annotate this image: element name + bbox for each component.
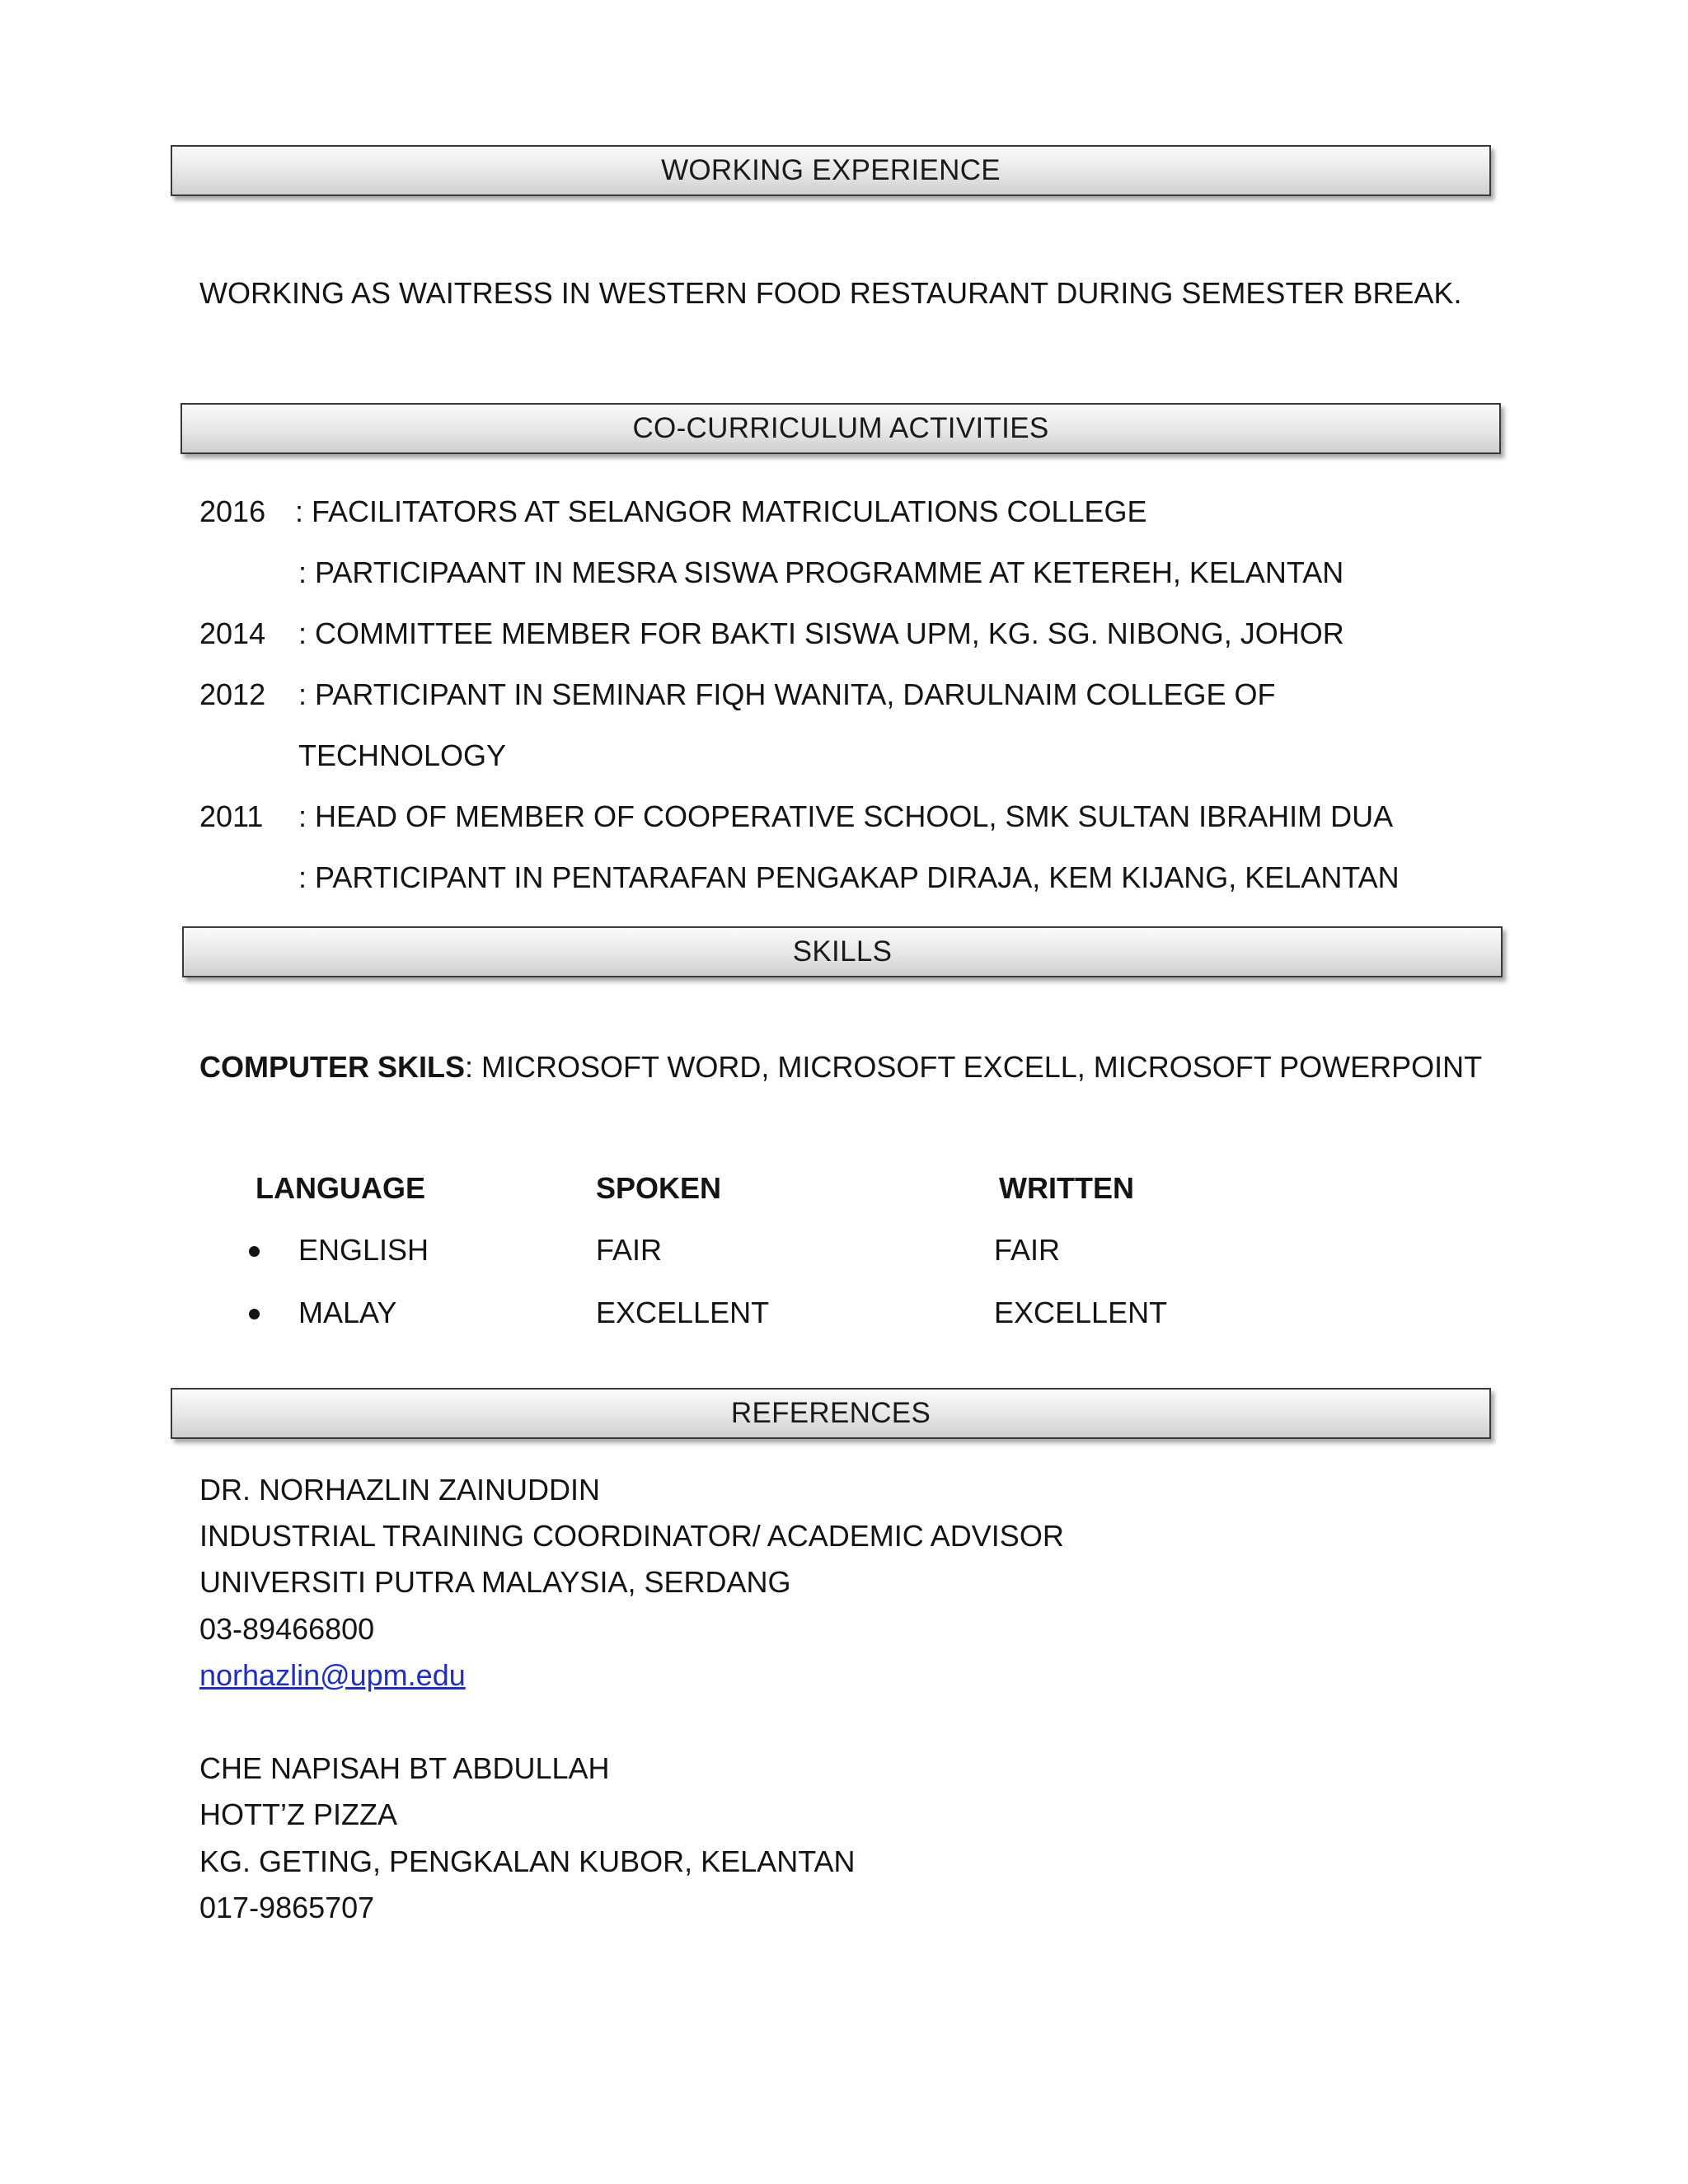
reference-organization: HOTT’Z PIZZA <box>199 1797 397 1831</box>
computer-skills-label: COMPUTER SKILS <box>199 1050 466 1084</box>
computer-skills <box>199 1049 1482 1085</box>
language-name: ENGLISH <box>298 1233 429 1267</box>
language-spoken-level: EXCELLENT <box>596 1296 770 1329</box>
reference-address: KG. GETING, PENGKALAN KUBOR, KELANTAN <box>199 1844 856 1878</box>
activity-year: 2014 <box>199 616 266 650</box>
activity-text: TECHNOLOGY <box>298 738 507 772</box>
bullet-icon <box>249 1309 260 1319</box>
reference-title: INDUSTRIAL TRAINING COORDINATOR/ ACADEMIC ADVISOR <box>199 1519 1064 1553</box>
co-curriculum-title: CO-CURRICULUM ACTIVITIES <box>632 412 1049 444</box>
language-spoken-level: FAIR <box>596 1233 663 1267</box>
activity-text: : PARTICIPAANT IN MESRA SISWA PROGRAMME AT KETEREH, KELANTAN <box>298 555 1344 589</box>
reference-name: DR. NORHAZLIN ZAINUDDIN <box>199 1473 601 1507</box>
reference-phone: 017-9865707 <box>199 1891 375 1924</box>
activity-year: 2016 <box>199 494 266 528</box>
computer-skills-value: : MICROSOFT WORD, MICROSOFT EXCELL, MICROSOFT POWERPOINT <box>465 1050 1483 1084</box>
bullet-icon <box>249 1246 260 1257</box>
references-title: REFERENCES <box>730 1397 931 1429</box>
activity-year: 2012 <box>199 677 266 711</box>
activity-year: 2011 <box>199 799 264 833</box>
activity-text: : PARTICIPANT IN PENTARAFAN PENGAKAP DIRAJA, KEM KIJANG, KELANTAN <box>298 860 1400 894</box>
language-column-header: LANGUAGE <box>256 1171 425 1205</box>
activity-text: : COMMITTEE MEMBER FOR BAKTI SISWA UPM, KG. SG. NIBONG, JOHOR <box>298 616 1344 650</box>
working-experience-header <box>171 145 1491 196</box>
references-header <box>171 1388 1491 1439</box>
co-curriculum-header <box>181 403 1501 454</box>
language-written-level: EXCELLENT <box>994 1296 1168 1329</box>
activity-text: : HEAD OF MEMBER OF COOPERATIVE SCHOOL, SMK SULTAN IBRAHIM DUA <box>298 799 1394 833</box>
skills-header <box>182 926 1503 977</box>
language-written-level: FAIR <box>994 1233 1061 1267</box>
language-name: MALAY <box>298 1296 397 1329</box>
activity-text: : PARTICIPANT IN SEMINAR FIQH WANITA, DARULNAIM COLLEGE OF <box>298 677 1276 711</box>
spoken-column-header: SPOKEN <box>596 1171 722 1205</box>
working-experience-description: WORKING AS WAITRESS IN WESTERN FOOD RESTAURANT DURING SEMESTER BREAK. <box>199 276 1462 310</box>
skills-title: SKILLS <box>792 935 893 968</box>
reference-phone: 03-89466800 <box>199 1612 375 1646</box>
working-experience-title: WORKING EXPERIENCE <box>661 154 1001 186</box>
reference-name: CHE NAPISAH BT ABDULLAH <box>199 1751 610 1785</box>
written-column-header: WRITTEN <box>999 1171 1134 1205</box>
reference-email-link[interactable]: norhazlin@upm.edu <box>199 1658 466 1692</box>
reference-organization: UNIVERSITI PUTRA MALAYSIA, SERDANG <box>199 1565 791 1599</box>
activity-text: : FACILITATORS AT SELANGOR MATRICULATIONS COLLEGE <box>295 494 1147 528</box>
